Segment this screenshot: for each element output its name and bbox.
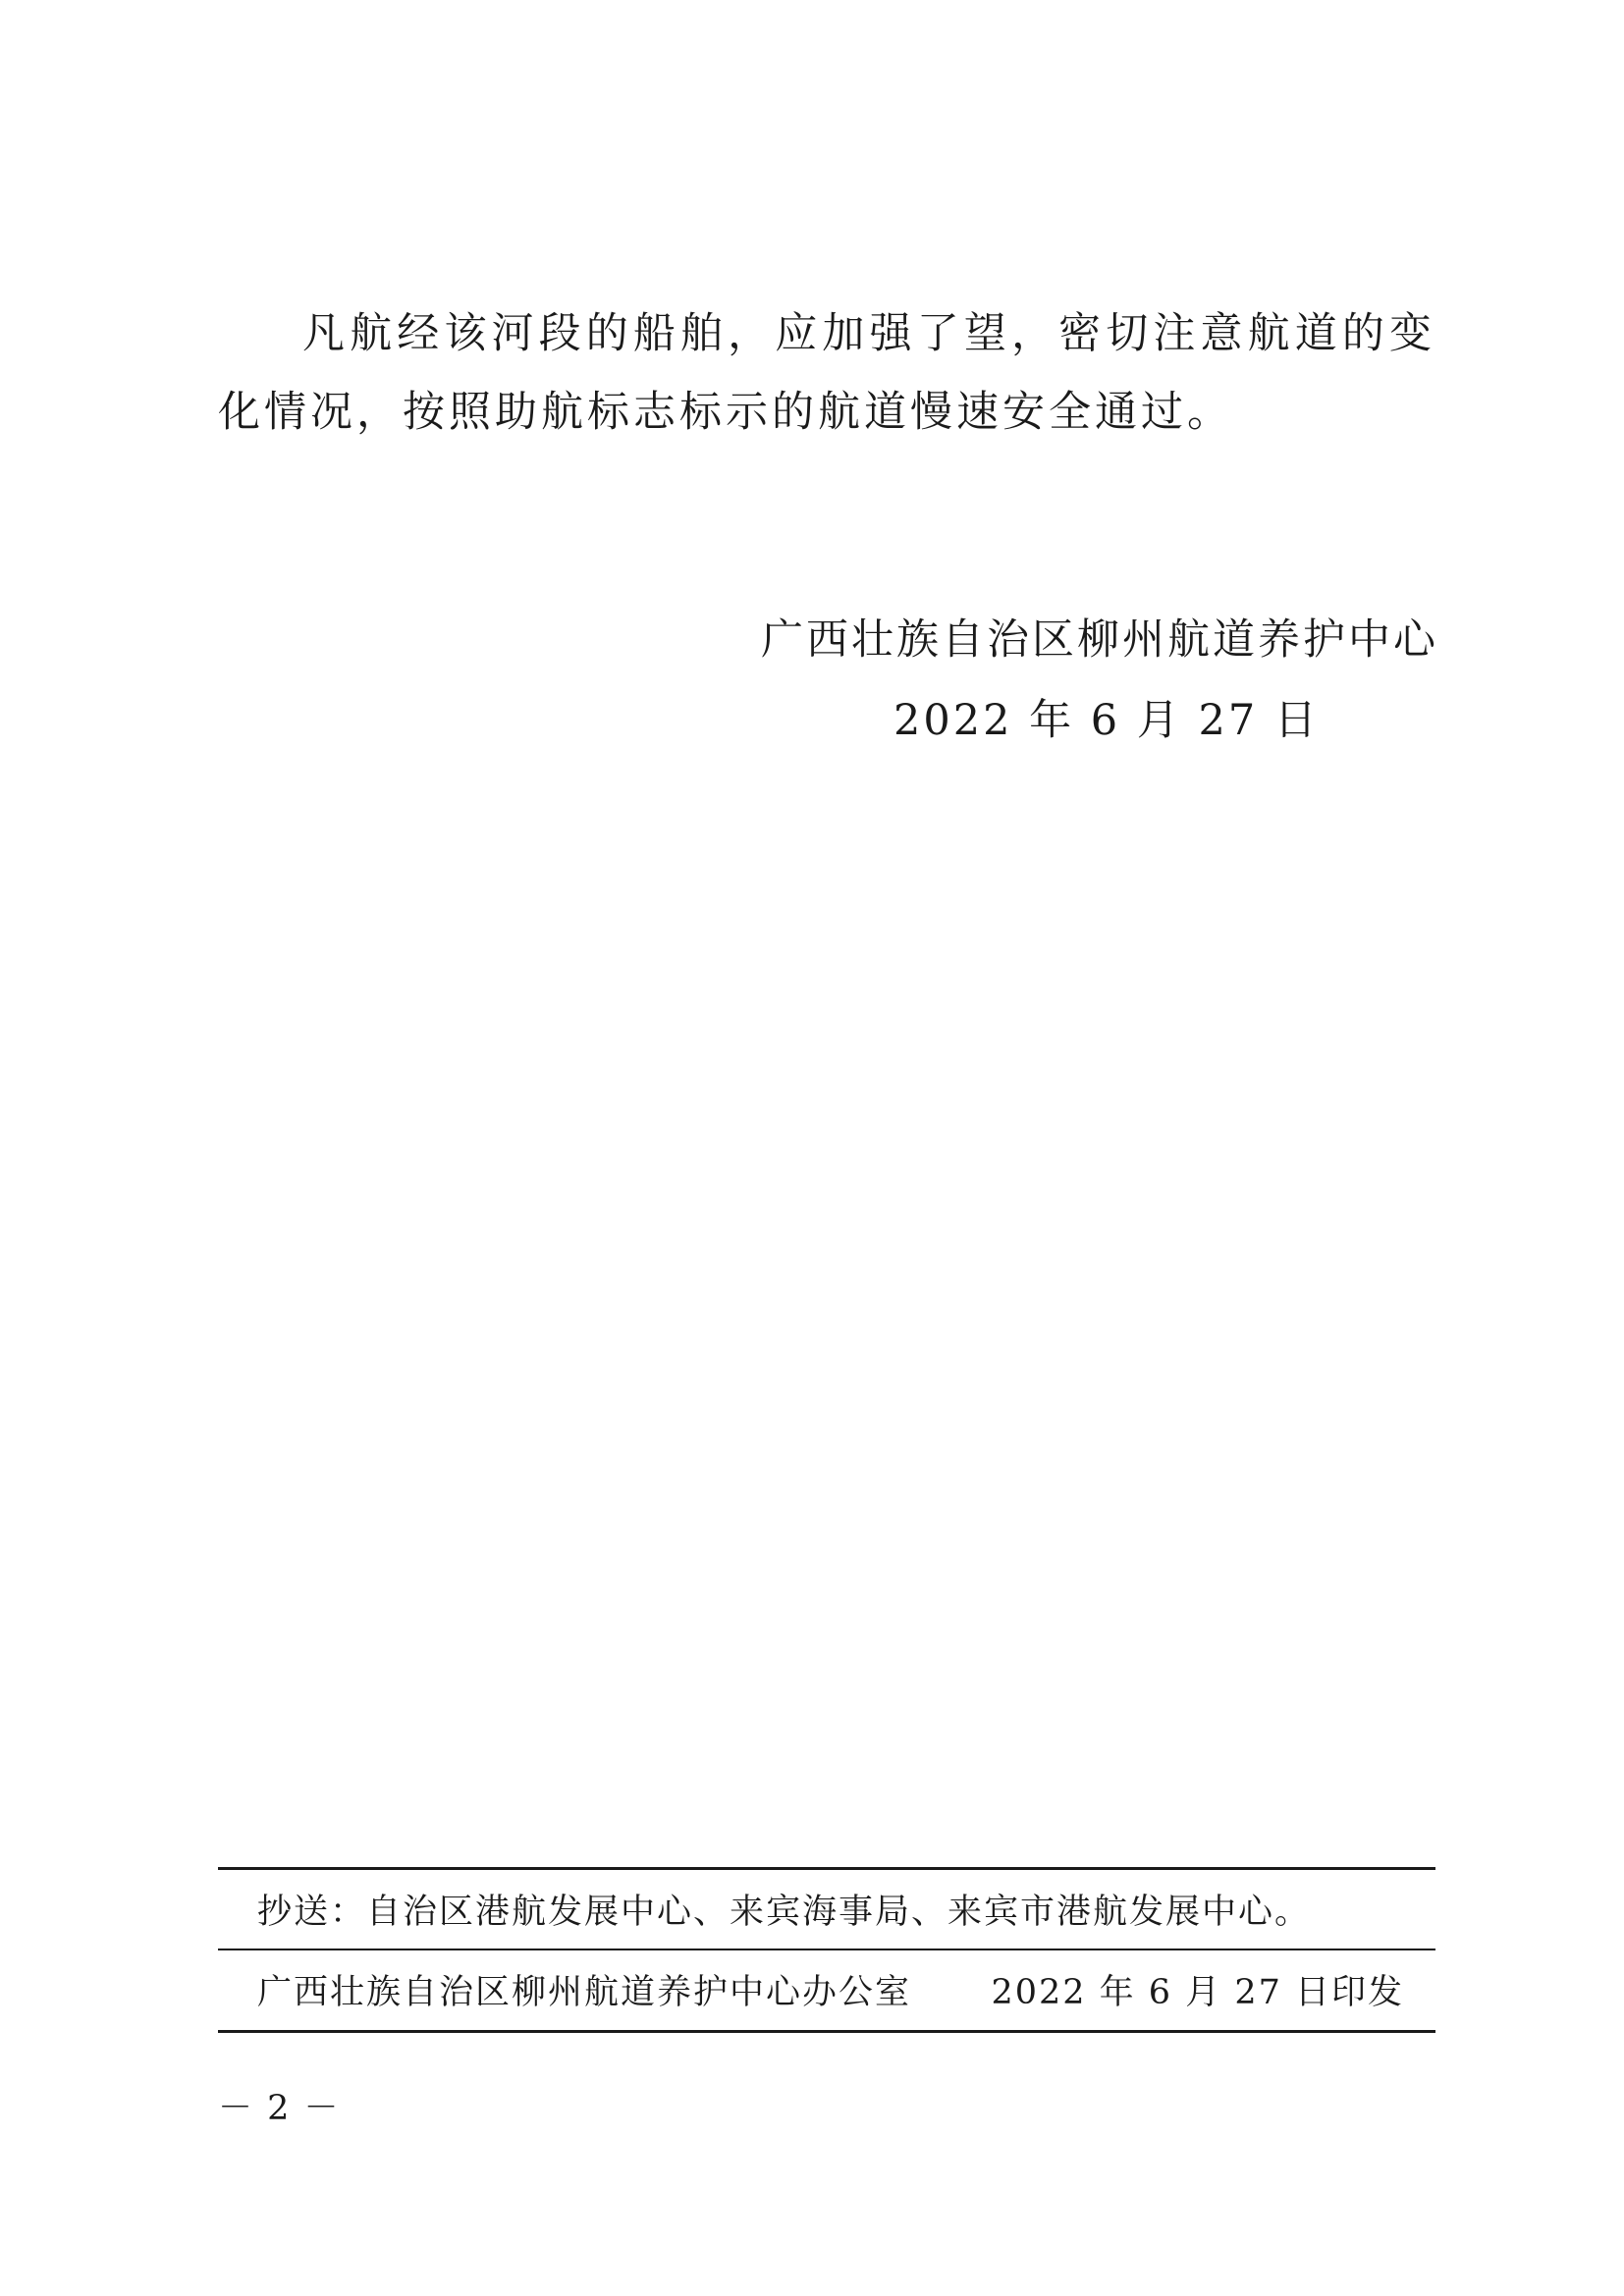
signature-organization: 广西壮族自治区柳州航道养护中心 <box>761 615 1438 665</box>
issuer-office: 广西壮族自治区柳州航道养护中心办公室 <box>257 1973 912 2012</box>
body-paragraph: 凡航经该河段的船舶，应加强了望，密切注意航道的变化情况，按照助航标志标示的航道慢速安全通过。 <box>218 309 1435 437</box>
page-number: － 2 － <box>218 2089 341 2128</box>
issue-date: 2022 年 6 月 27 日印发 <box>991 1973 1404 2012</box>
signature-date: 2022 年 6 月 27 日 <box>893 696 1320 745</box>
footer-bottom-rule <box>218 2030 1435 2033</box>
cc-recipients: 抄送：自治区港航发展中心、来宾海事局、来宾市港航发展中心。 <box>257 1893 1312 1932</box>
issuer-line <box>257 1965 1404 2014</box>
footer-middle-rule <box>218 1949 1435 1950</box>
footer-top-rule <box>218 1867 1435 1870</box>
